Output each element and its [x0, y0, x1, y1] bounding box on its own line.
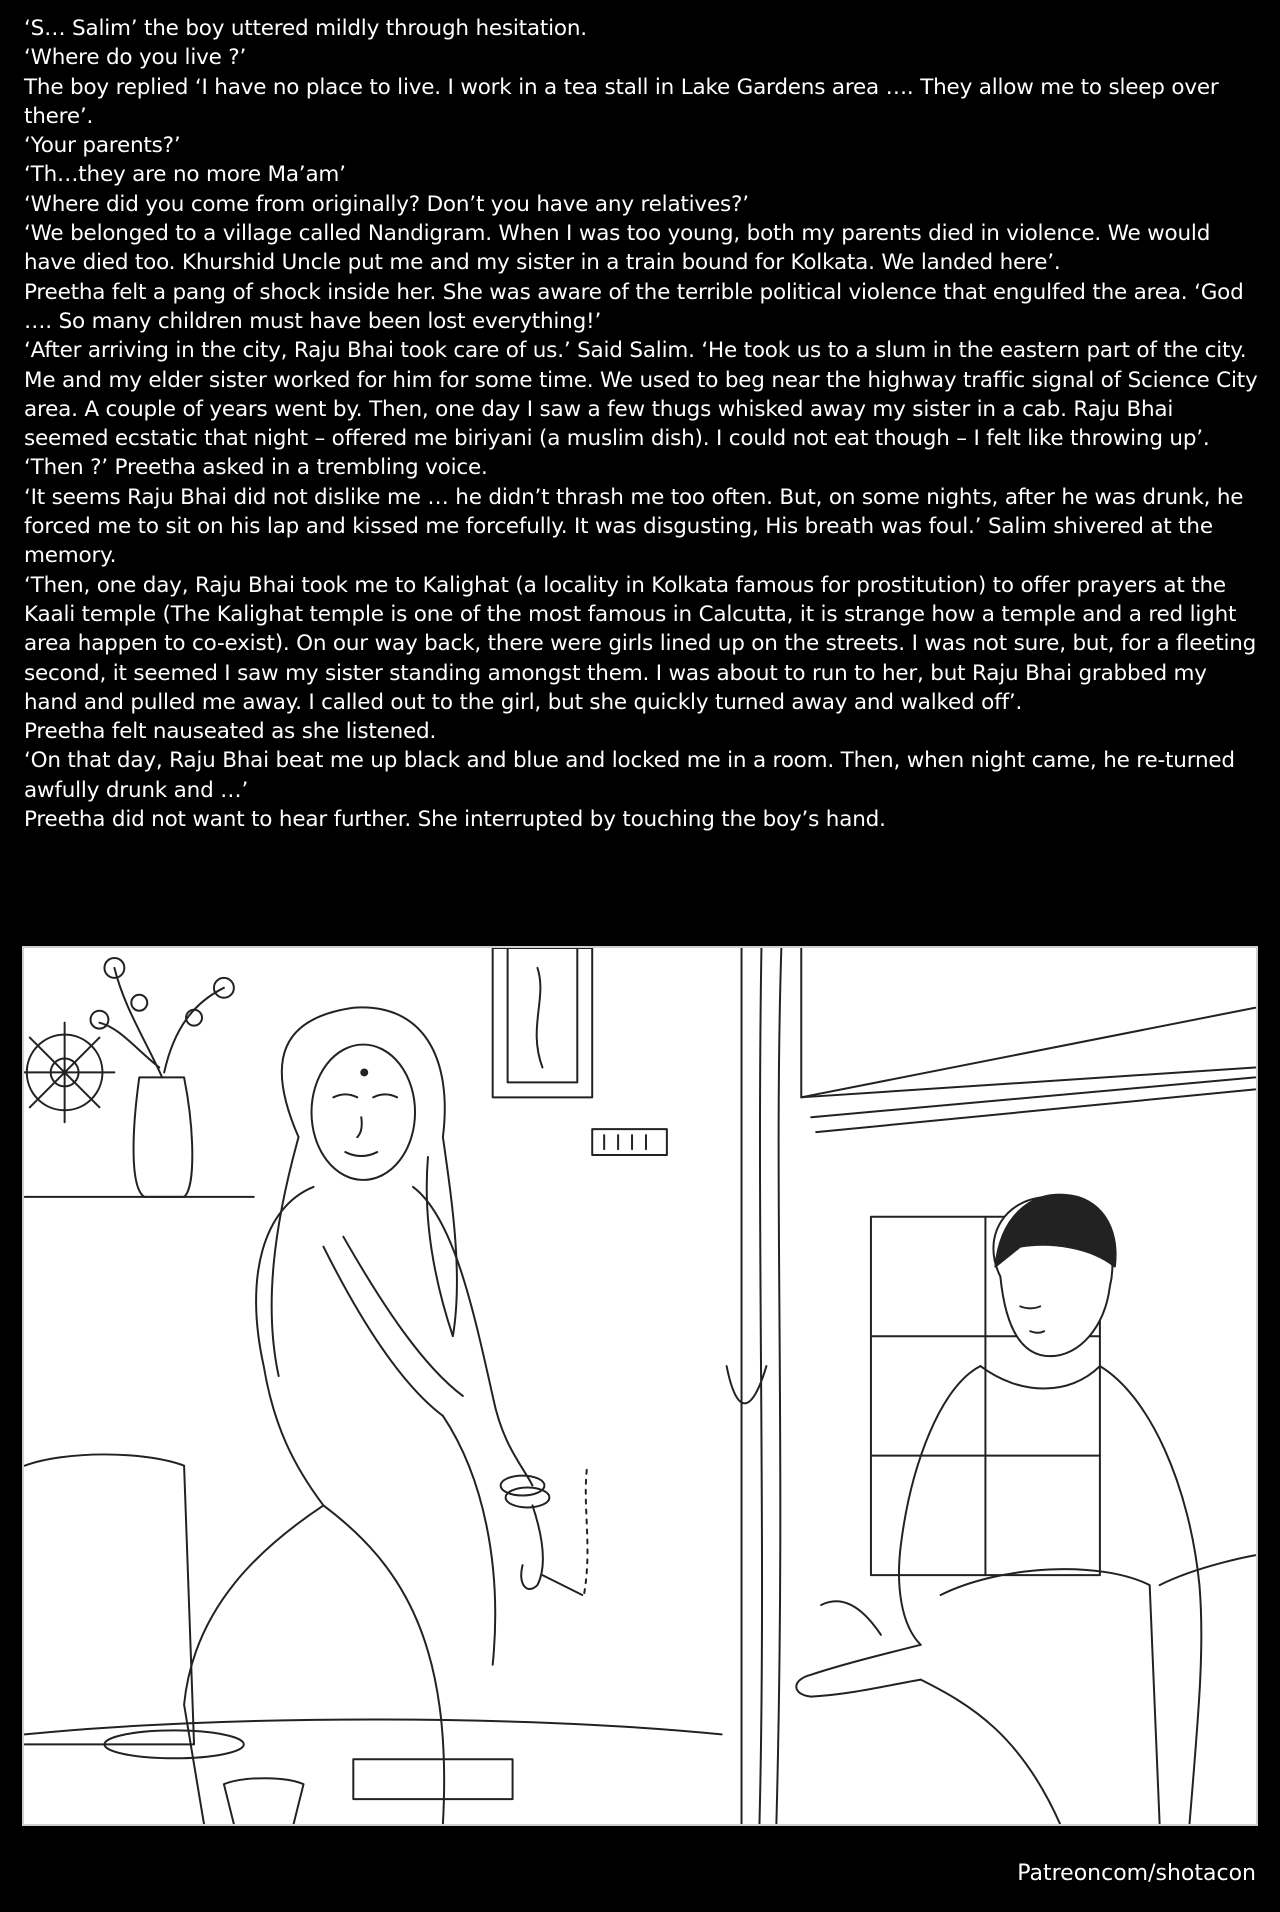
- story-paragraph: Preetha felt nauseated as she listened.: [24, 719, 437, 745]
- story-paragraph: ‘On that day, Raju Bhai beat me up black and blue and locked me in a room. Then, when night came, he re-turned awfully drunk and …’: [24, 748, 1235, 803]
- story-paragraph: ‘After arriving in the city, Raju Bhai took care of us.’ Said Salim. ‘He took us to a slum in the eastern part of the city. Me and my elder sister worked for him for some time. We used to beg near the highway traffic signal of Science City area. A couple of years went by. Then, one day I saw a few thugs whisked away my sister in a cab. Raju Bhai seemed ecstatic that night – offered me biriyani (a muslim dish). I could not eat though – I felt like throwing up’.: [24, 338, 1258, 452]
- woman-figure: [184, 1007, 587, 1824]
- wall-corner: [801, 948, 1255, 1097]
- story-text: [24, 14, 1264, 834]
- vase-with-flowers: [91, 958, 234, 1197]
- story-paragraph: Preetha felt a pang of shock inside her. She was aware of the terrible political violence that engulfed the area. ‘God …. So many children must have been lost everything!’: [24, 279, 1244, 334]
- ceiling-edge: [801, 1067, 1255, 1097]
- story-paragraph: ‘Where do you live ?’: [24, 45, 247, 71]
- wall-molding: [811, 1077, 1255, 1132]
- comic-illustration: [24, 948, 1256, 1824]
- story-paragraph: ‘Then, one day, Raju Bhai took me to Kalighat (a locality in Kolkata famous for prostitution) to offer prayers at the Kaali temple (The Kalighat temple is one of the most famous in Calcutta, it is strange how a temple and a red light area happen to co-exist). On our way back, there were girls lined up on the streets. I was not sure, but, for a fleeting second, it seemed I saw my sister standing amongst them. I was about to run to her, but Raju Bhai grabbed my hand and pulled me away. I called out to the girl, but she quickly turned away and walked off’.: [24, 572, 1257, 715]
- sofa: [25, 1454, 1255, 1824]
- story-paragraph: ‘Your parents?’: [24, 133, 181, 159]
- coffee-table: [25, 1719, 722, 1734]
- ship-wheel-decoration: [24, 1023, 114, 1123]
- story-paragraph: ‘Th…they are no more Ma’am’: [24, 162, 346, 188]
- story-paragraph: ‘We belonged to a village called Nandigram. When I was too young, both my parents died in violence. We would have died too. Khurshid Uncle put me and my sister in a train bound for Kolkata. We landed here’.: [24, 221, 1211, 276]
- boy-figure: [796, 1195, 1201, 1824]
- comic-panel: [22, 946, 1258, 1826]
- credit-text: Patreoncom/shotacon: [1017, 1861, 1256, 1886]
- story-paragraph: The boy replied ‘I have no place to live. I work in a tea stall in Lake Gardens area …. They allow me to sleep over there’.: [24, 74, 1219, 129]
- glass: [224, 1778, 304, 1824]
- papers: [353, 1759, 512, 1799]
- story-paragraph: ‘It seems Raju Bhai did not dislike me … he didn’t thrash me too often. But, on some nights, after he was drunk, he forced me to sit on his lap and kissed me forcefully. It was disgusting, His breath was foul.’ Salim shivered at the memory.: [24, 484, 1244, 569]
- story-paragraph: Preetha did not want to hear further. She interrupted by touching the boy’s hand.: [24, 807, 886, 833]
- story-paragraph: ‘Where did you come from originally? Don’t you have any relatives?’: [24, 191, 749, 217]
- story-paragraph: ‘S… Salim’ the boy uttered mildly through hesitation.: [24, 16, 587, 41]
- curtain: [727, 948, 782, 1824]
- story-paragraph: ‘Then ?’ Preetha asked in a trembling voice.: [24, 455, 488, 481]
